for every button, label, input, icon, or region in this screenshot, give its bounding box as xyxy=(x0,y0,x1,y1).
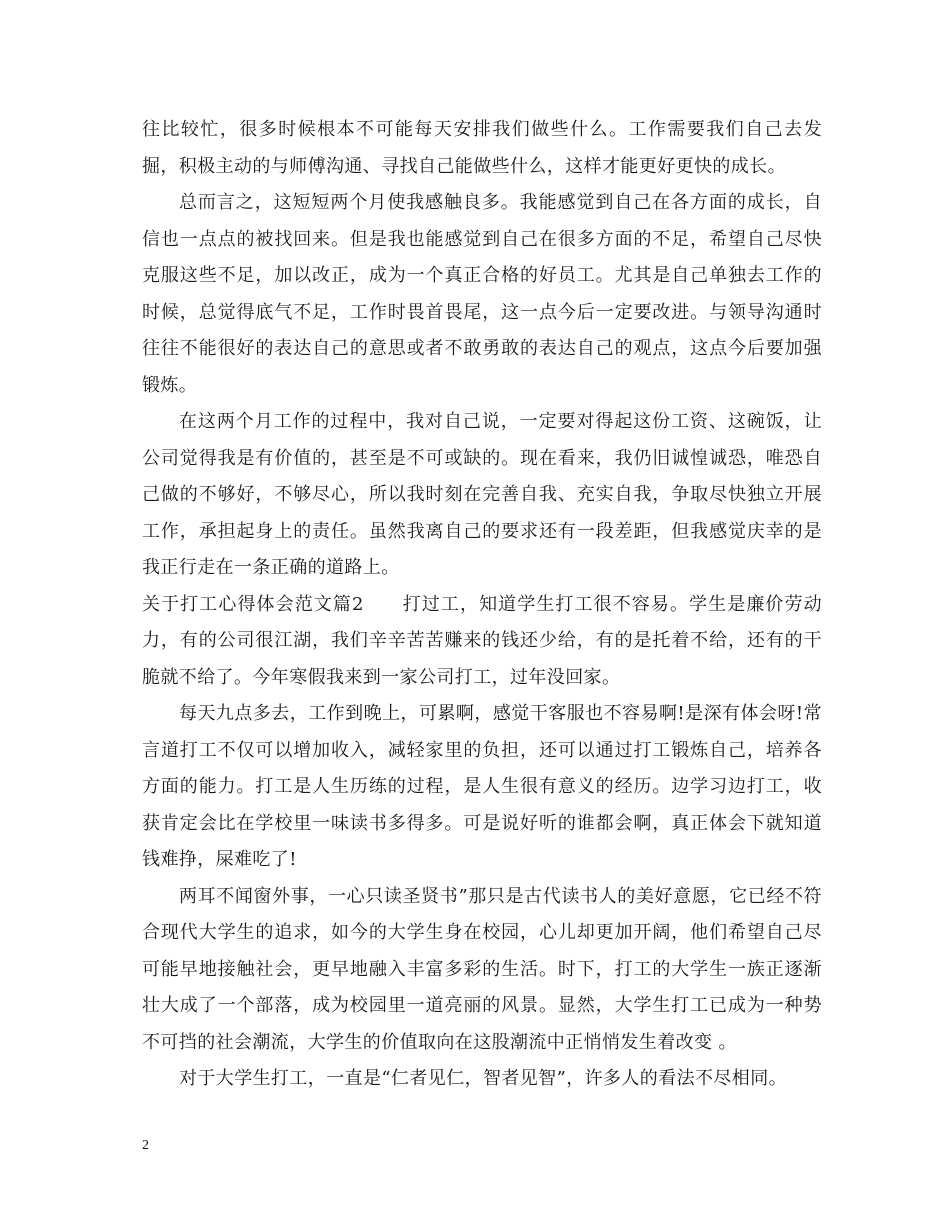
paragraph-4-section-heading: 关于打工心得体会范文篇2 打过工，知道学生打工很不容易。学生是廉价劳动力，有的公司很江湖，我们辛辛苦苦赚来的钱还少给，有的是托着不给，还有的干脆就不给了。今年寒假我来到一家公司打工，过年没回家。 xyxy=(142,593,822,688)
paragraph-3: 在这两个月工作的过程中，我对自己说，一定要对得起这份工资、这碗饭，让公司觉得我是有价值的，甚至是不可或缺的。现在看来，我仍旧诚惶诚恐，唯恐自己做的不够好，不够尽心，所以我时刻在完善自我、充实自我，争取尽快独立开展工作，承担起身上的责任。虽然我离自己的要求还有一段差距，但我感觉庆幸的是我正行走在一条正确的道路上。 xyxy=(142,411,822,578)
paragraph-2: 总而言之，这短短两个月使我感触良多。我能感觉到自己在各方面的成长，自信也一点点的被找回来。但是我也能感觉到自己在很多方面的不足，希望自己尽快克服这些不足，加以改正，成为一个真正合格的好员工。尤其是自己单独去工作的时候，总觉得底气不足，工作时畏首畏尾，这一点今后一定要改进。与领导沟通时往往不能很好的表达自己的意思或者不敢勇敢的表达自己的观点，这点今后要加强锻炼。 xyxy=(142,192,822,396)
document-body xyxy=(142,112,822,1098)
paragraph-7: 对于大学生打工，一直是“仁者见仁，智者见智”，许多人的看法不尽相同。 xyxy=(179,1068,788,1089)
paragraph-5: 每天九点多去，工作到晚上，可累啊，感觉干客服也不容易啊!是深有体会呀!常言道打工不仅可以增加收入，减轻家里的负担，还可以通过打工锻炼自己，培养各方面的能力。打工是人生历练的过程，是人生很有意义的经历。边学习边打工，收获肯定会比在学校里一味读书多得多。可是说好听的谁都会啊，真正体会下就知道钱难挣，屎难吃了! xyxy=(142,703,822,870)
page-number: 2 xyxy=(142,1138,149,1153)
paragraph-1: 往比较忙，很多时候根本不可能每天安排我们做些什么。工作需要我们自己去发掘，积极主动的与师傅沟通、寻找自己能做些什么，这样才能更好更快的成长。 xyxy=(142,119,822,177)
paragraph-6: 两耳不闻窗外事，一心只读圣贤书”那只是古代读书人的美好意愿，它已经不符合现代大学生的追求，如今的大学生身在校园，心儿却更加开阔，他们希望自己尽可能早地接触社会，更早地融入丰富多彩的生活。时下，打工的大学生一族正逐渐壮大成了一个部落，成为校园里一道亮丽的风景。显然，大学生打工已成为一种势不可挡的社会潮流，大学生的价值取向在这股潮流中正悄悄发生着改变 。 xyxy=(142,885,822,1053)
